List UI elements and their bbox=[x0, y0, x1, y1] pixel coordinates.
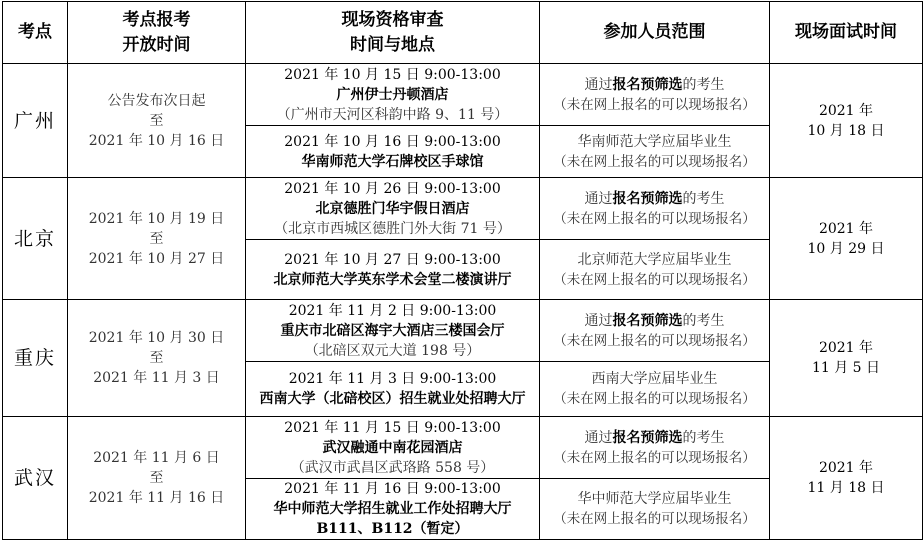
scope-post: 的考生 bbox=[682, 429, 725, 446]
scope-line bbox=[542, 311, 767, 331]
city-cell: 重庆 bbox=[3, 300, 68, 417]
scope-note: （未在网上报名的可以现场报名） bbox=[553, 96, 756, 113]
header-review: 现场资格审查 时间与地点 bbox=[246, 2, 540, 64]
interview-cell bbox=[770, 178, 923, 300]
scope-cell bbox=[540, 362, 770, 417]
interview-cell bbox=[770, 417, 923, 540]
schedule-table bbox=[2, 1, 923, 540]
open-time-start: 公告发布次日起 bbox=[107, 92, 206, 109]
interview-year: 2021 年 bbox=[818, 460, 874, 476]
scope-pre: 北京师范大学应届毕业生 bbox=[577, 251, 732, 268]
review-cell bbox=[246, 64, 540, 126]
scope-line bbox=[542, 250, 767, 270]
header-row bbox=[3, 2, 923, 64]
scope-line bbox=[542, 75, 767, 95]
scope-bold: 报名预筛选 bbox=[612, 190, 683, 207]
interview-year: 2021 年 bbox=[818, 102, 874, 119]
scope-pre: 通过 bbox=[584, 312, 613, 329]
city-cell: 广州 bbox=[3, 64, 68, 178]
review-venue: 北京德胜门华宇假日酒店 bbox=[315, 200, 470, 217]
interview-cell bbox=[770, 64, 923, 178]
scope-cell bbox=[540, 126, 770, 178]
scope-pre: 华南师范大学应届毕业生 bbox=[577, 133, 732, 150]
scope-cell bbox=[540, 178, 770, 240]
scope-post: 的考生 bbox=[682, 190, 725, 207]
review-time: 2021 年 11 月 16 日 9:00-13:00 bbox=[284, 481, 501, 497]
scope-cell bbox=[540, 417, 770, 479]
review-address: （广州市天河区科韵中路 9、11 号） bbox=[276, 106, 509, 123]
review-cell bbox=[246, 178, 540, 240]
review-time: 2021 年 10 月 15 日 9:00-13:00 bbox=[284, 66, 501, 83]
review-venue: 北京师范大学英东学术会堂二楼演讲厅 bbox=[273, 271, 512, 288]
open-time-cell bbox=[68, 417, 246, 540]
review-cell bbox=[246, 362, 540, 417]
scope-line bbox=[542, 489, 767, 509]
review-cell bbox=[246, 126, 540, 178]
scope-pre: 西南大学应届毕业生 bbox=[591, 371, 718, 387]
review-time: 2021 年 10 月 26 日 9:00-13:00 bbox=[284, 180, 501, 197]
scope-bold: 报名预筛选 bbox=[612, 312, 683, 329]
review-time: 2021 年 10 月 27 日 9:00-13:00 bbox=[284, 251, 501, 268]
table-row bbox=[3, 178, 923, 240]
interview-year: 2021 年 bbox=[818, 340, 874, 356]
scope-line bbox=[542, 132, 767, 152]
table-row bbox=[3, 417, 923, 479]
scope-line bbox=[542, 369, 767, 389]
scope-pre: 通过 bbox=[584, 190, 613, 207]
open-time-end: 2021 年 10 月 27 日 bbox=[88, 250, 225, 267]
table-row bbox=[3, 300, 923, 362]
review-venue: 华中师范大学招生就业工作处招聘大厅 bbox=[273, 501, 512, 517]
review-venue: 重庆市北碚区海宇大酒店三楼国会厅 bbox=[280, 322, 505, 339]
table-row bbox=[3, 64, 923, 126]
header-scope: 参加人员范围 bbox=[540, 2, 770, 64]
header-interview: 现场面试时间 bbox=[770, 2, 923, 64]
scope-pre: 通过 bbox=[584, 76, 613, 93]
scope-note: （未在网上报名的可以现场报名） bbox=[553, 391, 756, 407]
review-time: 2021 年 11 月 2 日 9:00-13:00 bbox=[288, 302, 497, 319]
review-time: 2021 年 11 月 3 日 9:00-13:00 bbox=[288, 371, 497, 387]
review-cell bbox=[246, 417, 540, 479]
open-time-to: 至 bbox=[149, 350, 164, 366]
review-time: 2021 年 10 月 16 日 9:00-13:00 bbox=[284, 133, 501, 150]
interview-year: 2021 年 bbox=[818, 220, 874, 237]
scope-pre: 华中师范大学应届毕业生 bbox=[577, 491, 732, 507]
open-time-cell bbox=[68, 300, 246, 417]
scope-note: （未在网上报名的可以现场报名） bbox=[553, 449, 756, 466]
scope-note: （未在网上报名的可以现场报名） bbox=[553, 153, 756, 170]
open-time-to: 至 bbox=[149, 230, 164, 247]
scope-cell bbox=[540, 300, 770, 362]
header-site: 考点 bbox=[3, 2, 68, 64]
review-cell bbox=[246, 300, 540, 362]
review-cell bbox=[246, 479, 540, 540]
scope-note: （未在网上报名的可以现场报名） bbox=[553, 271, 756, 288]
city-cell: 北京 bbox=[3, 178, 68, 300]
review-address: B111、B112（暂定） bbox=[316, 521, 469, 537]
open-time-to: 至 bbox=[149, 470, 164, 486]
table-body bbox=[3, 64, 923, 540]
open-time-cell bbox=[68, 178, 246, 300]
scope-cell bbox=[540, 479, 770, 540]
open-time-end: 2021 年 11 月 16 日 bbox=[88, 490, 225, 506]
open-time-start: 2021 年 10 月 30 日 bbox=[88, 330, 225, 346]
review-address: （北京市西城区德胜门外大街 71 号） bbox=[274, 220, 511, 237]
scope-post: 的考生 bbox=[682, 76, 725, 93]
open-time-cell bbox=[68, 64, 246, 178]
scope-note: （未在网上报名的可以现场报名） bbox=[553, 511, 756, 527]
interview-date: 11 月 5 日 bbox=[811, 360, 881, 376]
review-venue: 武汉融通中南花园酒店 bbox=[322, 439, 463, 456]
city-cell: 武汉 bbox=[3, 417, 68, 540]
scope-pre: 通过 bbox=[584, 429, 613, 446]
open-time-end: 2021 年 10 月 16 日 bbox=[88, 132, 225, 149]
interview-date: 11 月 18 日 bbox=[807, 480, 885, 496]
interview-date: 10 月 29 日 bbox=[807, 240, 885, 257]
review-venue: 广州伊士丹顿酒店 bbox=[336, 86, 449, 103]
scope-note: （未在网上报名的可以现场报名） bbox=[553, 332, 756, 349]
review-cell bbox=[246, 240, 540, 300]
interview-date: 10 月 18 日 bbox=[807, 122, 885, 139]
scope-cell bbox=[540, 64, 770, 126]
open-time-start: 2021 年 10 月 19 日 bbox=[88, 210, 225, 227]
scope-cell bbox=[540, 240, 770, 300]
interview-cell bbox=[770, 300, 923, 417]
review-time: 2021 年 11 月 15 日 9:00-13:00 bbox=[284, 419, 501, 436]
scope-bold: 报名预筛选 bbox=[612, 429, 683, 446]
scope-line bbox=[542, 428, 767, 448]
scope-note: （未在网上报名的可以现场报名） bbox=[553, 210, 756, 227]
scope-post: 的考生 bbox=[682, 312, 725, 329]
open-time-to: 至 bbox=[149, 112, 164, 129]
open-time-start: 2021 年 11 月 6 日 bbox=[93, 450, 220, 466]
review-venue: 西南大学（北碚校区）招生就业处招聘大厅 bbox=[259, 391, 526, 407]
review-venue: 华南师范大学石牌校区手球馆 bbox=[301, 153, 484, 170]
review-address: （北碚区双元大道 198 号） bbox=[304, 342, 481, 359]
header-open-time: 考点报考 开放时间 bbox=[68, 2, 246, 64]
scope-line bbox=[542, 189, 767, 209]
scope-bold: 报名预筛选 bbox=[612, 76, 683, 93]
open-time-end: 2021 年 11 月 3 日 bbox=[93, 370, 220, 386]
review-address: （武汉市武昌区武珞路 558 号） bbox=[290, 459, 495, 476]
